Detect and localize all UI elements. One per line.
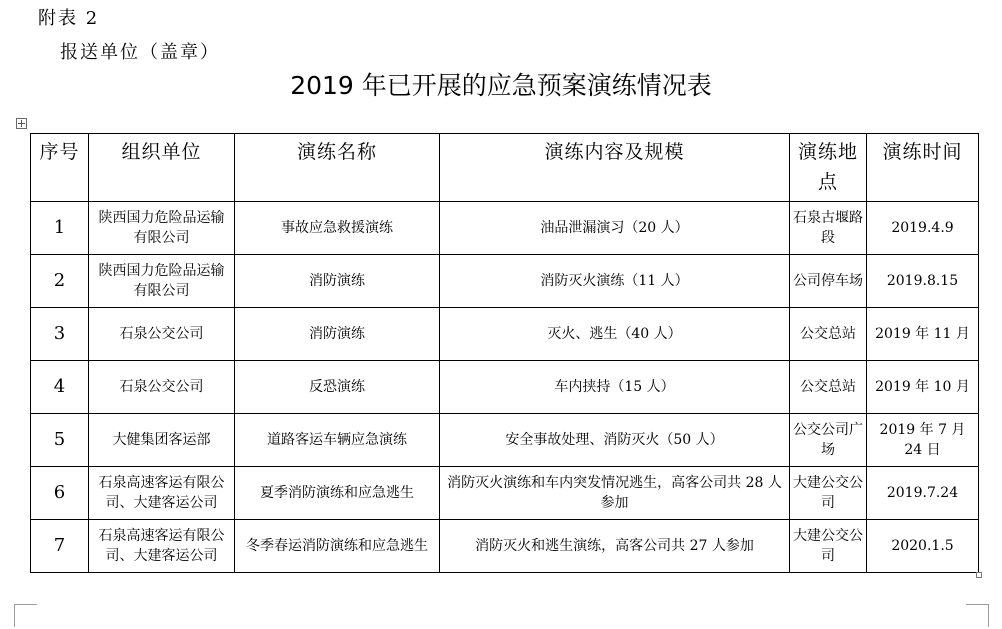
cell-content: 消防灭火演练和车内突发情况逃生，高客公司共 28 人参加	[440, 467, 790, 520]
cell-seq: 5	[31, 414, 89, 467]
table-row	[31, 255, 979, 308]
table-row	[31, 308, 979, 361]
cell-seq: 6	[31, 467, 89, 520]
cell-time: 2019.7.24	[867, 467, 979, 520]
cell-content: 灭火、逃生（40 人）	[440, 308, 790, 361]
cell-time: 2020.1.5	[867, 520, 979, 573]
cell-content: 安全事故处理、消防灭火（50 人）	[440, 414, 790, 467]
cell-name: 反恐演练	[235, 361, 440, 414]
cell-name: 事故应急救援演练	[235, 202, 440, 255]
cell-org: 陕西国力危险品运输有限公司	[89, 202, 235, 255]
cell-seq: 7	[31, 520, 89, 573]
cell-place: 石泉古堰路段	[790, 202, 867, 255]
page-corner-mark-right	[966, 604, 989, 627]
cell-content: 消防灭火演练（11 人）	[440, 255, 790, 308]
header-time: 演练时间	[867, 134, 979, 202]
header-name: 演练名称	[235, 134, 440, 202]
table-row	[31, 520, 979, 573]
table-row	[31, 467, 979, 520]
attachment-label: 附表 2	[38, 8, 100, 29]
cell-org: 石泉高速客运有限公司、大建客运公司	[89, 467, 235, 520]
cell-time: 2019 年 11 月	[867, 308, 979, 361]
cell-place: 公司停车场	[790, 255, 867, 308]
cell-seq: 1	[31, 202, 89, 255]
table-move-handle-icon[interactable]	[16, 118, 27, 129]
cell-org: 陕西国力危险品运输有限公司	[89, 255, 235, 308]
table-resize-handle-icon[interactable]	[976, 572, 982, 578]
table-row	[31, 361, 979, 414]
header-seq: 序号	[31, 134, 89, 202]
header-org: 组织单位	[89, 134, 235, 202]
cell-name: 道路客运车辆应急演练	[235, 414, 440, 467]
cell-name: 夏季消防演练和应急逃生	[235, 467, 440, 520]
cell-seq: 4	[31, 361, 89, 414]
report-unit-label: 报送单位（盖章）	[60, 42, 220, 63]
header-place: 演练地点	[790, 134, 867, 202]
cell-seq: 2	[31, 255, 89, 308]
cell-org: 石泉公交公司	[89, 361, 235, 414]
cell-seq: 3	[31, 308, 89, 361]
cell-place: 大建公交公司	[790, 467, 867, 520]
cell-content: 车内挟持（15 人）	[440, 361, 790, 414]
cell-place: 公交总站	[790, 308, 867, 361]
cell-place: 公交总站	[790, 361, 867, 414]
cell-content: 油品泄漏演习（20 人）	[440, 202, 790, 255]
page-corner-mark-left	[14, 604, 37, 627]
cell-time: 2019 年 10 月	[867, 361, 979, 414]
document-title: 2019 年已开展的应急预案演练情况表	[290, 71, 712, 100]
header-content: 演练内容及规模	[440, 134, 790, 202]
cell-time: 2019 年 7 月 24 日	[867, 414, 979, 467]
cell-time: 2019.4.9	[867, 202, 979, 255]
table-header-row	[31, 134, 979, 202]
cell-name: 冬季春运消防演练和应急逃生	[235, 520, 440, 573]
cell-content: 消防灭火和逃生演练，高客公司共 27 人参加	[440, 520, 790, 573]
cell-place: 大建公交公司	[790, 520, 867, 573]
drill-table	[30, 133, 979, 573]
cell-org: 石泉高速客运有限公司、大建客运公司	[89, 520, 235, 573]
cell-org: 石泉公交公司	[89, 308, 235, 361]
cell-name: 消防演练	[235, 255, 440, 308]
cell-time: 2019.8.15	[867, 255, 979, 308]
cell-place: 公交公司广场	[790, 414, 867, 467]
cell-org: 大健集团客运部	[89, 414, 235, 467]
table-row	[31, 202, 979, 255]
table-row	[31, 414, 979, 467]
cell-name: 消防演练	[235, 308, 440, 361]
